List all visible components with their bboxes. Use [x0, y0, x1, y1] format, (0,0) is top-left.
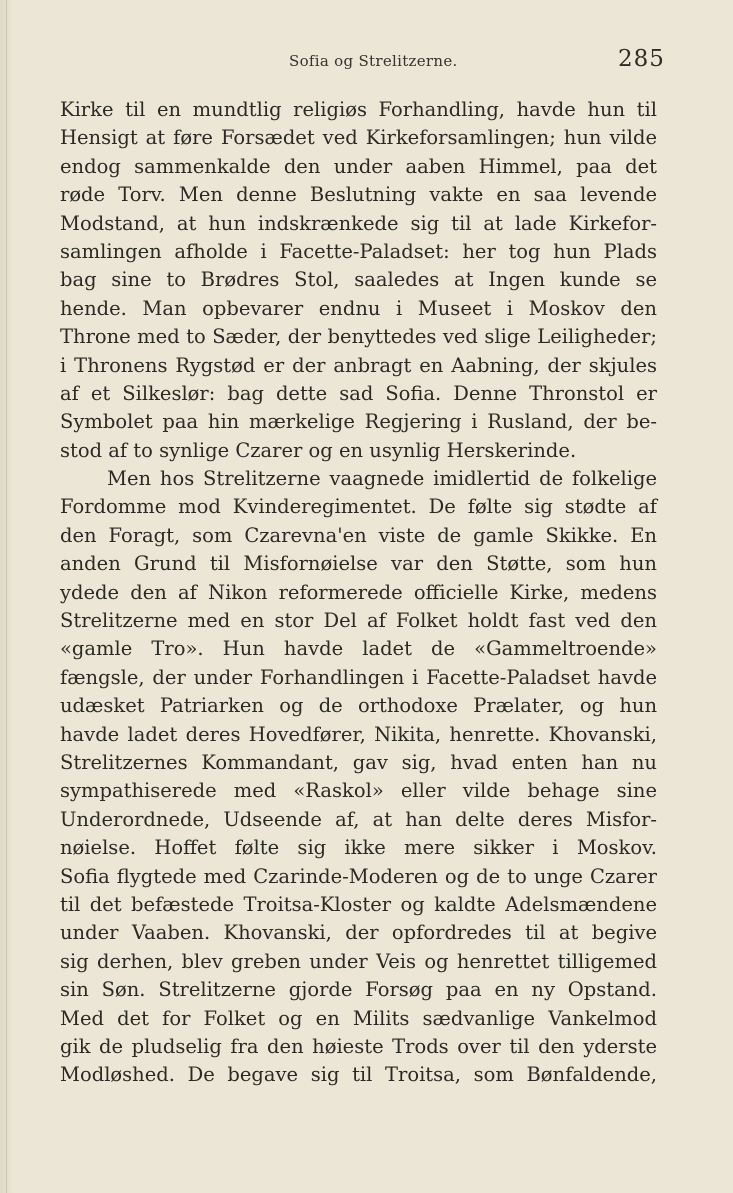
text-line: bag sine to Brødres Stol, saaledes at Ingen kunde se: [60, 268, 657, 292]
text-line: havde ladet deres Hovedfører, Nikita, henrette. Khovanski,: [60, 722, 657, 746]
text-line: hende. Man opbevarer endnu i Museet i Moskov den: [60, 296, 657, 320]
text-line: sig derhen, blev greben under Veis og henrettet tilligemed: [60, 949, 657, 973]
text-line: Throne med to Sæder, der benyttedes ved slige Leiligheder;: [60, 325, 657, 349]
text-line: Med det for Folket og en Milits sædvanlige Vankelmod: [60, 1006, 657, 1030]
text-line: Modløshed. De begave sig til Troitsa, som Bønfaldende,: [60, 1063, 657, 1087]
body-text: [60, 96, 657, 1090]
text-line: fængsle, der under Forhandlingen i Facette-Paladset havde: [60, 665, 657, 689]
text-line: under Vaaben. Khovanski, der opfordredes til at begive: [60, 921, 657, 945]
running-title: Sofia og Strelitzerne.: [289, 52, 458, 70]
text-line: Sofia flygtede med Czarinde-Moderen og de to unge Czarer: [60, 864, 657, 888]
text-line: udæsket Patriarken og de orthodoxe Prælater, og hun: [60, 694, 657, 718]
text-line: gik de pludselig fra den høieste Trods over til den yderste: [60, 1034, 657, 1058]
text-line: Underordnede, Udseende af, at han delte deres Misfor-: [60, 807, 657, 831]
text-line: den Foragt, som Czarevna'en viste de gamle Skikke. En: [60, 523, 657, 547]
text-line: nøielse. Hoffet følte sig ikke mere sikker i Moskov.: [60, 836, 657, 860]
text-line: røde Torv. Men denne Beslutning vakte en saa levende: [60, 183, 657, 207]
text-line: sympathiserede med «Raskol» eller vilde behage sine: [60, 779, 657, 803]
text-line: Hensigt at føre Forsædet ved Kirkeforsamlingen; hun vilde: [60, 126, 657, 150]
text-line: Kirke til en mundtlig religiøs Forhandling, havde hun til: [60, 98, 657, 121]
text-line-paragraph-end: stod af to synlige Czarer og en usynlig Herskerinde.: [60, 438, 577, 462]
text-line: endog sammenkalde den under aaben Himmel, paa det: [60, 154, 657, 178]
text-line: Fordomme mod Kvinderegimentet. De følte sig stødte af: [60, 495, 657, 519]
page-number: 285: [618, 46, 665, 72]
text-line: Strelitzerne med en stor Del af Folket holdt fast ved den: [60, 609, 657, 633]
text-line: sin Søn. Strelitzerne gjorde Forsøg paa en ny Opstand.: [60, 978, 657, 1002]
text-line: «gamle Tro». Hun havde ladet de «Gammeltroende»: [60, 637, 657, 661]
text-line: til det befæstede Troitsa-Kloster og kaldte Adelsmændene: [60, 892, 657, 916]
text-line: Symbolet paa hin mærkelige Regjering i Rusland, der be-: [60, 410, 657, 434]
text-line: anden Grund til Misfornøielse var den Støtte, som hun: [60, 552, 657, 576]
running-head: [0, 46, 733, 78]
text-line: samlingen afholde i Facette-Paladset: her tog hun Plads: [60, 239, 657, 263]
text-line: Strelitzernes Kommandant, gav sig, hvad enten han nu: [60, 750, 657, 774]
text-line: ydede den af Nikon reformerede officielle Kirke, medens: [60, 580, 657, 604]
text-line: af et Silkeslør: bag dette sad Sofia. Denne Thronstol er: [60, 381, 657, 405]
page-spine-edge: [6, 0, 7, 1193]
text-line: Modstand, at hun indskrænkede sig til at lade Kirkefor-: [60, 211, 657, 235]
text-line-paragraph-start: Men hos Strelitzerne vaagnede imidlertid de folkelige: [107, 467, 657, 491]
text-line: i Thronens Rygstød er der anbragt en Aabning, der skjules: [60, 353, 657, 377]
